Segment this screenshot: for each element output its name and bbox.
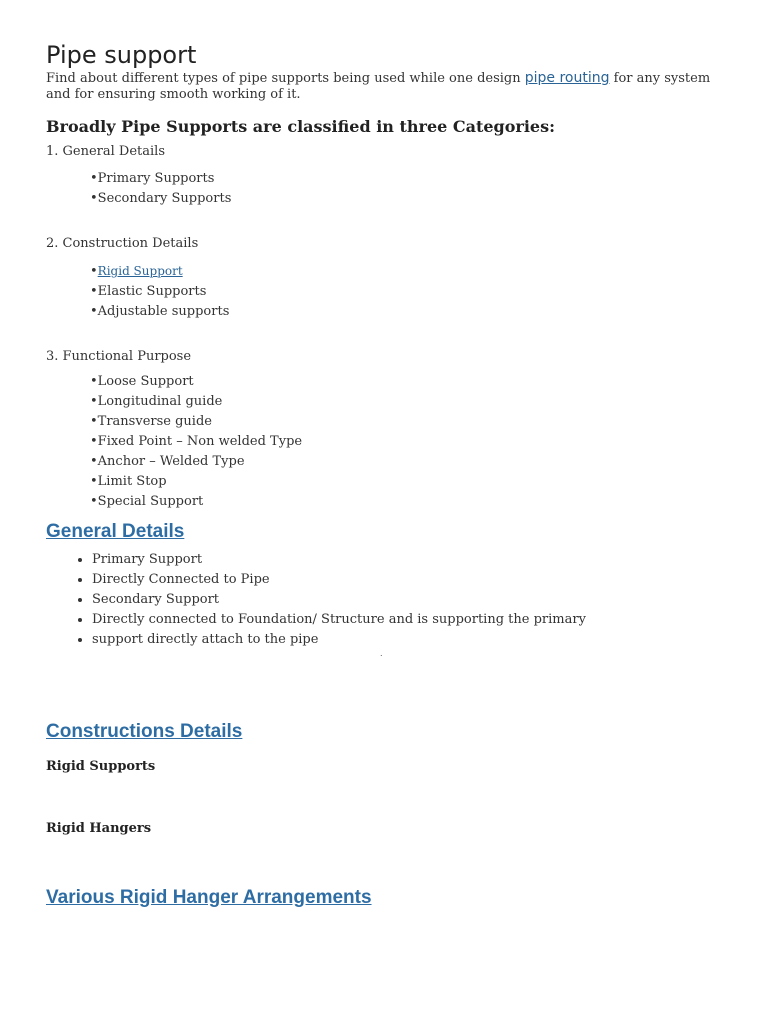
category-label-construction: 2. Construction Details xyxy=(46,236,199,251)
list-item: • Directly Connected to Pipe xyxy=(92,570,726,590)
rigid-hangers-subheading: Rigid Hangers xyxy=(46,821,152,836)
list-item: • Longitudinal guide xyxy=(90,392,726,412)
list-item: • Anchor – Welded Type xyxy=(90,452,726,472)
category-label-functional: 3. Functional Purpose xyxy=(46,349,192,364)
intro-paragraph xyxy=(46,70,726,103)
list-item xyxy=(90,261,726,282)
pipe-routing-link[interactable]: pipe routing xyxy=(524,70,610,86)
rigid-support-link[interactable]: Rigid Support xyxy=(97,264,183,278)
intro-text-before: Find about different types of pipe supports being used while one design xyxy=(46,71,525,86)
category-list-general xyxy=(46,169,726,209)
list-item: • Special Support xyxy=(90,492,726,512)
image-placeholder xyxy=(46,650,726,658)
category-list-construction xyxy=(46,261,726,322)
list-item: • Secondary Support xyxy=(92,590,726,610)
list-item: • Primary Support xyxy=(92,550,726,570)
general-details-list xyxy=(46,550,726,650)
general-details-heading[interactable]: General Details xyxy=(46,521,185,542)
list-item: • support directly attach to the pipe xyxy=(92,630,726,650)
rigid-supports-subheading: Rigid Supports xyxy=(46,759,156,774)
category-label-general: 1. General Details xyxy=(46,144,166,159)
constructions-details-heading[interactable]: Constructions Details xyxy=(46,721,243,742)
list-item: • Loose Support xyxy=(90,372,726,392)
list-item: • Elastic Supports xyxy=(90,282,726,302)
document-page xyxy=(46,40,726,910)
list-item: • Fixed Point – Non welded Type xyxy=(90,432,726,452)
category-list-functional xyxy=(46,372,726,512)
categories-heading: Broadly Pipe Supports are classified in three Categories: xyxy=(46,117,555,136)
intro-text-after: for any system and for ensuring smooth working of it. xyxy=(46,71,711,102)
rigid-hanger-arrangements-heading[interactable]: Various Rigid Hanger Arrangements xyxy=(46,887,372,908)
list-item: • Directly connected to Foundation/ Structure and is supporting the primary xyxy=(92,610,726,630)
list-item: • Secondary Supports xyxy=(90,189,726,209)
list-item: • Transverse guide xyxy=(90,412,726,432)
list-item: • Adjustable supports xyxy=(90,302,726,322)
list-item: • Primary Supports xyxy=(90,169,726,189)
list-item: • Limit Stop xyxy=(90,472,726,492)
dot-mark: . xyxy=(380,649,383,658)
page-title: Pipe support xyxy=(46,41,197,69)
